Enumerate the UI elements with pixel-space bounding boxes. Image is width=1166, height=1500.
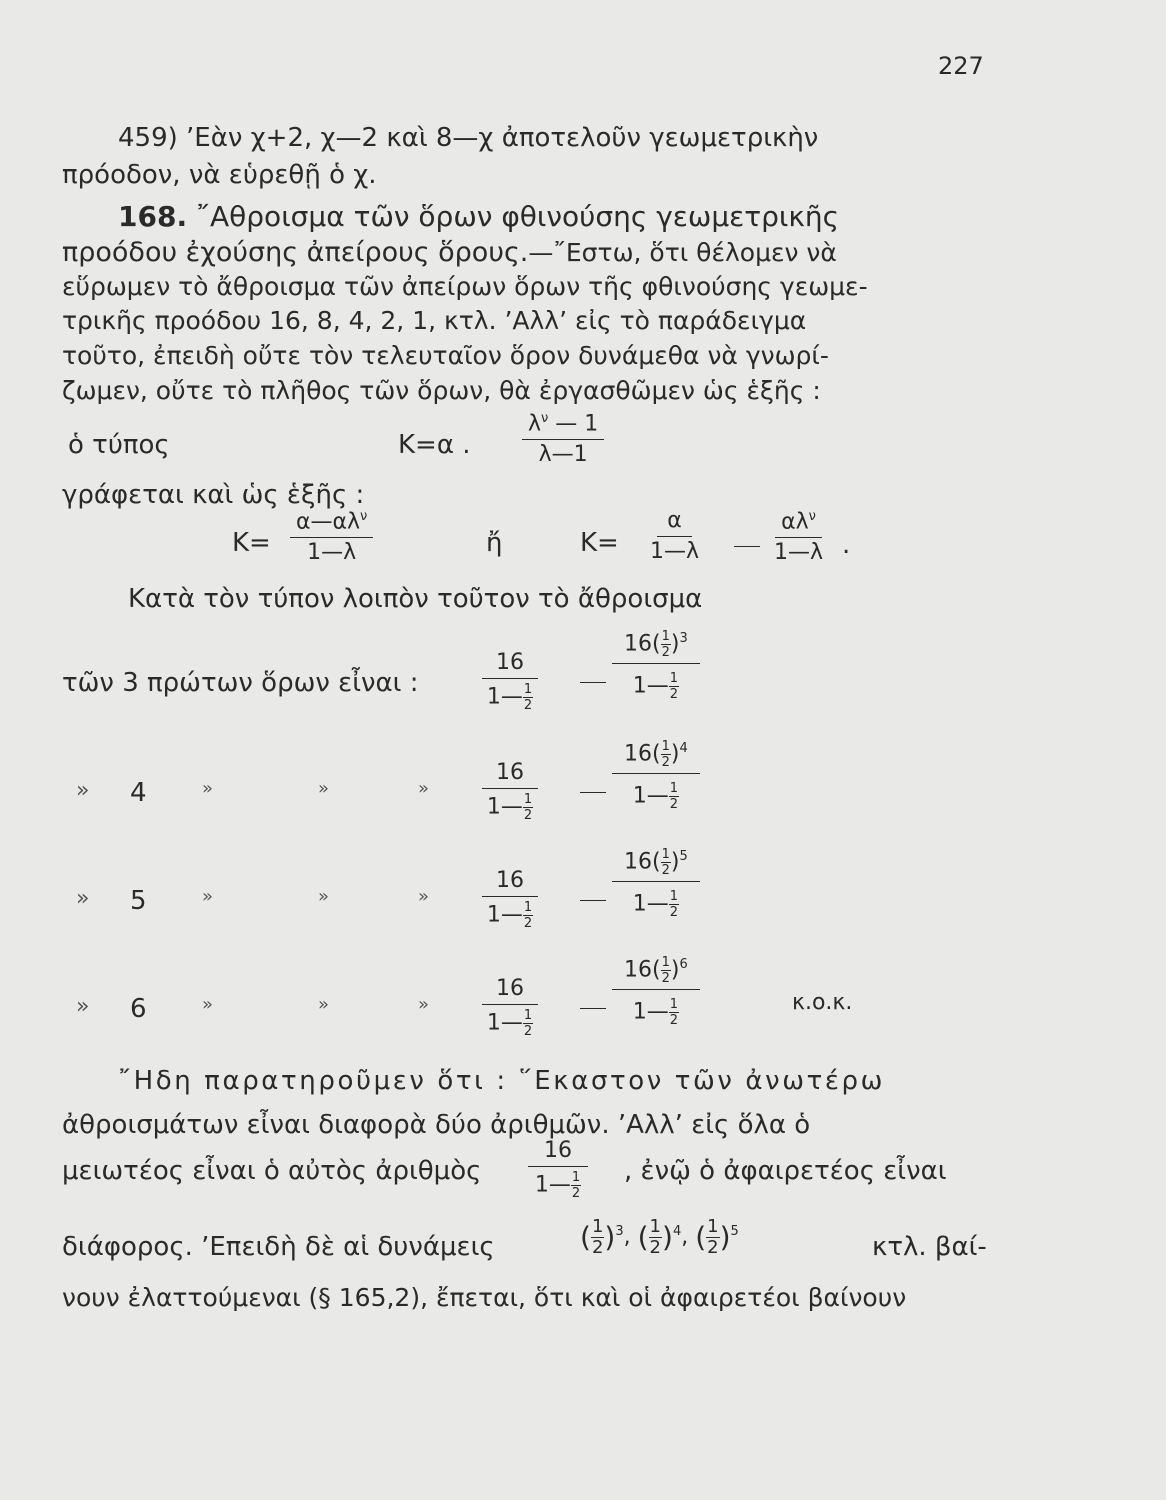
sum-row-number: 5 xyxy=(130,886,147,916)
formula-2-denominator-1: 1—λ xyxy=(307,540,357,566)
after-line-1 xyxy=(118,1066,996,1097)
after-fraction xyxy=(528,1140,588,1200)
formula-2-lhs-2: Κ= xyxy=(580,528,619,558)
section-number: 168. xyxy=(118,200,188,233)
formula-2-fraction-1 xyxy=(290,510,373,564)
sum-numerator-power: 16( $\frac{1}{2}$ )$^3$ xyxy=(612,630,700,664)
sum-fraction-minuend xyxy=(482,762,538,822)
according-line: Κατὰ τὸν τύπον λοιπὸν τοῦτον τὸ ἄθροισμα xyxy=(128,584,703,614)
formula-2-numerator-1 xyxy=(290,510,373,538)
sum-row-label: » xyxy=(76,994,90,1019)
sums-etc: κ.ο.κ. xyxy=(792,990,853,1015)
sum-minus xyxy=(580,1008,606,1009)
sum-fraction-subtrahend xyxy=(612,740,700,811)
power-4: 4 xyxy=(672,1224,682,1240)
formula-2-end: . xyxy=(842,530,851,560)
quote-mark: » xyxy=(318,886,330,907)
sum-denominator: 1— $\frac{1}{2}$ xyxy=(632,889,679,920)
half: $\frac{1}{2}$ xyxy=(591,1216,604,1258)
sum-minus xyxy=(580,900,606,901)
exercise-line-2: πρόοδον, νὰ εὑρεθῇ ὁ χ. xyxy=(62,160,377,190)
formula-1-numerator xyxy=(522,412,604,440)
half: $\frac{1}{2}$ xyxy=(707,1216,719,1258)
formula-2-numerator-2: α xyxy=(657,510,692,537)
section-heading-line-1 xyxy=(118,200,839,234)
written-as: γράφεται καὶ ὡς ἑξῆς : xyxy=(62,480,365,510)
sum-row-label: τῶν 3 πρώτων ὅρων εἶναι : xyxy=(62,668,419,698)
formula-2-denominator-2: 1—λ xyxy=(650,539,700,564)
exponent-nu: ν xyxy=(541,411,549,426)
sum-numerator-power: 16( $\frac{1}{2}$ )$^5$ xyxy=(612,848,700,882)
sum-numerator-power: 16( $\frac{1}{2}$ )$^6$ xyxy=(612,956,700,990)
sum-numerator: 16 xyxy=(482,870,538,897)
formula-2-numerator-3 xyxy=(775,510,822,538)
powers-group: ( $\frac{1}{2}$ )$^3$, ( $\frac{1}{2}$ )$^4$, ( $\frac{1}{2}$ )$^5$ xyxy=(580,1216,739,1258)
section-heading-line-2 xyxy=(62,237,837,269)
formula-1-denominator: λ—1 xyxy=(538,442,588,468)
sum-denominator: 1— $\frac{1}{2}$ xyxy=(632,781,679,812)
quote-mark: » xyxy=(318,778,330,799)
quote-mark: » xyxy=(418,994,430,1015)
one-minus: 1— xyxy=(534,1172,571,1198)
after-fraction-numerator: 16 xyxy=(528,1140,588,1167)
alpha-lambda: αλ xyxy=(781,509,809,535)
after-line-4b: κτλ. βαί- xyxy=(872,1232,987,1262)
section-title-2: προόδου ἐχούσης ἀπείρους ὅρους. xyxy=(62,237,529,268)
sum-fraction-subtrahend xyxy=(612,848,700,919)
sum-numerator: 16 xyxy=(482,978,538,1005)
after-fraction-denominator xyxy=(535,1167,581,1200)
sum-numerator-power: 16( $\frac{1}{2}$ )$^4$ xyxy=(612,740,700,774)
half: $\frac{1}{2}$ xyxy=(649,1216,661,1258)
formula-2-or: ἤ xyxy=(486,528,503,558)
after-line-4a: διάφορος. ’Επειδὴ δὲ αἱ δυνάμεις xyxy=(62,1232,495,1262)
sum-fraction-subtrahend xyxy=(612,956,700,1027)
section-line-6: ζωμεν, οὔτε τὸ πλῆθος τῶν ὅρων, θὰ ἐργασθῶμεν ὡς ἑξῆς : xyxy=(62,376,821,405)
sum-row-label: » xyxy=(76,778,90,803)
sum-fraction-subtrahend xyxy=(612,630,700,701)
exponent-nu: ν xyxy=(808,509,816,524)
formula-1-fraction xyxy=(522,412,604,466)
formula-1-label: ὁ τύπος xyxy=(68,430,170,460)
sum-denominator: 1— $\frac{1}{2}$ xyxy=(486,1008,533,1039)
section-title-1: ῎Αθροισμα τῶν ὅρων φθινούσης γεωμετρικῆς xyxy=(196,200,840,233)
quote-mark: » xyxy=(418,778,430,799)
sum-denominator: 1— $\frac{1}{2}$ xyxy=(632,671,679,702)
section-line-4: τρικῆς προόδου 16, 8, 4, 2, 1, κτλ. ’Αλλ’ εἰς τὸ παράδειγμα xyxy=(62,306,807,335)
power-3: 3 xyxy=(615,1224,624,1240)
formula-2-minus xyxy=(734,546,760,547)
sum-denominator: 1— $\frac{1}{2}$ xyxy=(486,792,533,823)
sum-numerator: 16 xyxy=(482,652,538,679)
quote-mark: » xyxy=(202,778,214,799)
sum-denominator: 1— $\frac{1}{2}$ xyxy=(486,900,533,931)
page-number: 227 xyxy=(938,52,984,80)
after-text-1: ῎Ηδη παρατηροῦμεν ὅτι : ῞Εκαστον τῶν ἀνωτέρω xyxy=(118,1066,886,1096)
power-5: 5 xyxy=(730,1224,739,1240)
section-intro: —῎Εστω, ὅτι θέλομεν νὰ xyxy=(528,238,837,267)
after-line-5: νουν ἐλαττούμεναι (§ 165,2), ἔπεται, ὅτι καὶ οἱ ἀφαιρετέοι βαίνουν xyxy=(62,1283,907,1312)
quote-mark: » xyxy=(202,994,214,1015)
sum-fraction-minuend xyxy=(482,652,538,712)
exponent-nu: ν xyxy=(360,509,368,524)
half: $\frac{1}{2}$ xyxy=(523,1008,533,1039)
formula-1-lhs: Κ=α . xyxy=(398,430,471,460)
sum-denominator: 1— $\frac{1}{2}$ xyxy=(486,682,533,713)
formula-2-fraction-2 xyxy=(650,510,699,563)
sum-numerator: 16 xyxy=(482,762,538,789)
half: $\frac{1}{2}$ xyxy=(523,792,533,823)
sum-fraction-minuend xyxy=(482,978,538,1038)
after-line-3b: , ἐνῷ ὁ ἀφαιρετέος εἶναι xyxy=(624,1156,947,1186)
section-line-5: τοῦτο, ἐπειδὴ οὔτε τὸν τελευταῖον ὅρον δυνάμεθα νὰ γνωρί- xyxy=(62,341,829,370)
sum-row-label: » xyxy=(76,886,90,911)
sum-fraction-minuend xyxy=(482,870,538,930)
after-line-3a: μειωτέος εἶναι ὁ αὐτὸς ἀριθμὸς xyxy=(62,1156,482,1186)
sum-minus xyxy=(580,792,606,793)
lambda: λ xyxy=(528,411,542,437)
half: $\frac{1}{2}$ xyxy=(523,682,533,713)
quote-mark: » xyxy=(418,886,430,907)
sum-minus xyxy=(580,682,606,683)
half xyxy=(571,1171,581,1200)
section-line-3: εὕρωμεν τὸ ἄθροισμα τῶν ἀπείρων ὅρων τῆς φθινούσης γεωμε- xyxy=(62,272,868,301)
quote-mark: » xyxy=(318,994,330,1015)
sum-row-number: 6 xyxy=(130,994,147,1024)
exercise-line-1 xyxy=(118,123,988,154)
quote-mark: » xyxy=(202,886,214,907)
after-line-2: ἀθροισμάτων εἶναι διαφορὰ δύο ἀριθμῶν. ’Αλλ’ εἰς ὅλα ὁ xyxy=(62,1110,811,1140)
one: 1 xyxy=(571,1170,581,1185)
two: 2 xyxy=(571,1186,581,1201)
sum-denominator: 1— $\frac{1}{2}$ xyxy=(632,997,679,1028)
minus-one: — 1 xyxy=(548,411,599,437)
exercise-text-1: 459) ’Εὰν χ+2, χ—2 καὶ 8—χ ἀποτελοῦν γεωμετρικὴν xyxy=(118,123,819,153)
half: $\frac{1}{2}$ xyxy=(523,900,533,931)
formula-2-fraction-3 xyxy=(774,510,823,564)
alpha-minus-alpha-lambda: α—αλ xyxy=(296,509,361,535)
formula-2-lhs-1: Κ= xyxy=(232,528,271,558)
formula-2-denominator-3: 1—λ xyxy=(774,540,824,566)
sum-row-number: 4 xyxy=(130,778,147,808)
